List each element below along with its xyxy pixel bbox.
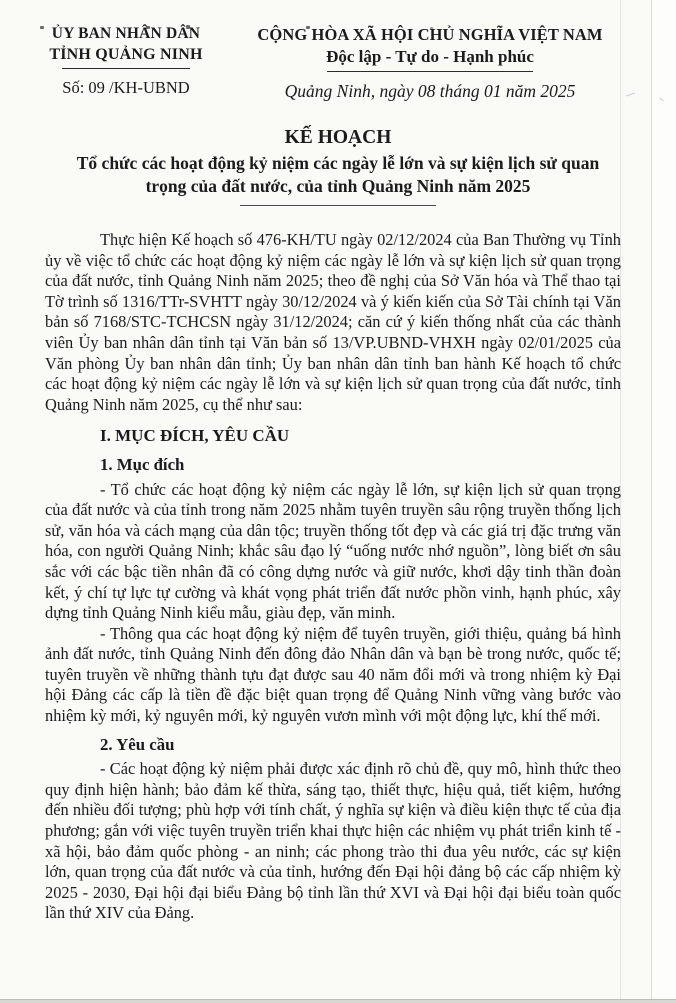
header-left-rule <box>62 68 190 69</box>
title-rule <box>240 205 436 206</box>
issuing-authority-name: ỦY BAN NHÂN DÂN <box>51 25 201 42</box>
opening-paragraph: Thực hiện Kế hoạch số 476-KH/TU ngày 02/12/2024 của Ban Thường vụ Tỉnh ủy về việc tổ chức các hoạt động kỷ niệm các ngày lễ lớn và sự kiện lịch sử quan trọng của đất nước, tỉnh Quảng Ninh năm 2025; theo đề nghị của Sở Văn hóa và Thể thao tại Tờ trình số 1316/TTr-SVHTT ngày 30/12/2024 và ý kiến kiến của Sở Tài chính tại Văn bản số 7168/STC-TCHCSN ngày 31/12/2024; căn cứ ý kiến thống nhất của các thành viên Ủy ban nhân dân tỉnh tại Văn bản số 13/VP.UBND-VHXH ngày 02/01/2025 của Văn phòng Ủy ban nhân dân tỉnh; Ủy ban nhân dân tỉnh ban hành Kế hoạch tổ chức các hoạt động kỷ niệm các ngày lễ lớn và sự kiện lịch sử quan trọng của đất nước, tỉnh Quảng Ninh năm 2025, cụ thể như sau: <box>45 230 621 414</box>
scan-edge-strip <box>652 0 676 1003</box>
subsection-heading-purpose: 1. Mục đích <box>100 454 185 474</box>
scan-edge-line <box>651 0 652 1003</box>
header-right-rule <box>327 71 533 72</box>
subsection-heading-requirement: 2. Yêu cầu <box>100 734 175 754</box>
purpose-item: - Tổ chức các hoạt động kỷ niệm các ngày lễ lớn, sự kiện lịch sử quan trọng của đất nước và của tỉnh trong năm 2025 nhằm tuyên truyền sâu rộng truyền thống lịch sử, văn hóa và cách mạng của dân tộc; truyền thống tốt đẹp và các giá trị đặc trưng văn hóa, con người Quảng Ninh; khắc sâu đạo lý “uống nước nhớ nguồn”, lòng biết ơn sâu sắc với các bậc tiền nhân đã có công dựng nước và giữ nước, khơi dậy tinh thần đoàn kết, ý chí tự lực tự cường và khát vọng phát triển đất nước phồn vinh, hạnh phúc, xây dựng tỉnh Quảng Ninh kiểu mẫu, giàu đẹp, văn minh. <box>45 479 621 623</box>
national-motto-block <box>230 24 630 102</box>
document-body <box>45 222 621 924</box>
document-type-title: KẾ HOẠCH <box>284 127 392 148</box>
issuing-authority-block <box>22 24 230 98</box>
national-motto: Độc lập - Tự do - Hạnh phúc <box>326 47 534 66</box>
purpose-item: - Thông qua các hoạt động kỷ niệm để tuyên truyền, giới thiệu, quảng bá hình ảnh đất nước, tỉnh Quảng Ninh đến đông đảo Nhân dân và bạn bè trong nước, quốc tế; tuyên truyền về những thành tựu đạt được sau 40 năm đổi mới và trong nhiệm kỳ Đại hội Đảng các cấp là tiền đề đặc biệt quan trọng để Quảng Ninh vững vàng bước vào nhiệm kỳ mới, kỷ nguyên mới, kỷ nguyên vươn mình với một động lực, khí thế mới. <box>45 623 621 726</box>
title-block <box>56 126 620 206</box>
document-subject-title: Tổ chức các hoạt động kỷ niệm các ngày lễ lớn và sự kiện lịch sử quan trọng của đất nước, của tỉnh Quảng Ninh năm 2025 <box>76 153 600 196</box>
document-number: Số: 09 /KH-UBND <box>62 78 190 97</box>
document-header <box>22 24 630 102</box>
scan-bottom-shadow <box>0 999 676 1003</box>
requirement-item: - Các hoạt động kỷ niệm phải được xác định rõ chủ đề, quy mô, hình thức theo quy định hiện hành; bảo đảm kế thừa, sáng tạo, thiết thực, hiệu quả, tiết kiệm, hướng đến nhiều đối tượng; phù hợp với tính chất, ý nghĩa sự kiện và điều kiện thực tế của địa phương; gắn với việc tuyên truyền triển khai thực hiện các nhiệm vụ phát triển kinh tế - xã hội, bảo đảm quốc phòng - an ninh; các phong trào thi đua yêu nước, các sự kiện lớn, quan trọng của đất nước và của tỉnh, hướng đến Đại hội đảng bộ các cấp nhiệm kỳ 2025 - 2030, Đại hội đại biểu Đảng bộ tỉnh lần thứ XVI và Đại hội đại biểu toàn quốc lần thứ XIV của Đảng. <box>45 759 621 923</box>
national-title: CỘNG HÒA XÃ HỘI CHỦ NGHĨA VIỆT NAM <box>257 25 603 44</box>
issuing-authority-province: TỈNH QUẢNG NINH <box>49 46 203 63</box>
section-heading-1: I. MỤC ĐÍCH, YÊU CẦU <box>100 426 290 446</box>
place-and-date: Quảng Ninh, ngày 08 tháng 01 năm 2025 <box>284 81 576 101</box>
